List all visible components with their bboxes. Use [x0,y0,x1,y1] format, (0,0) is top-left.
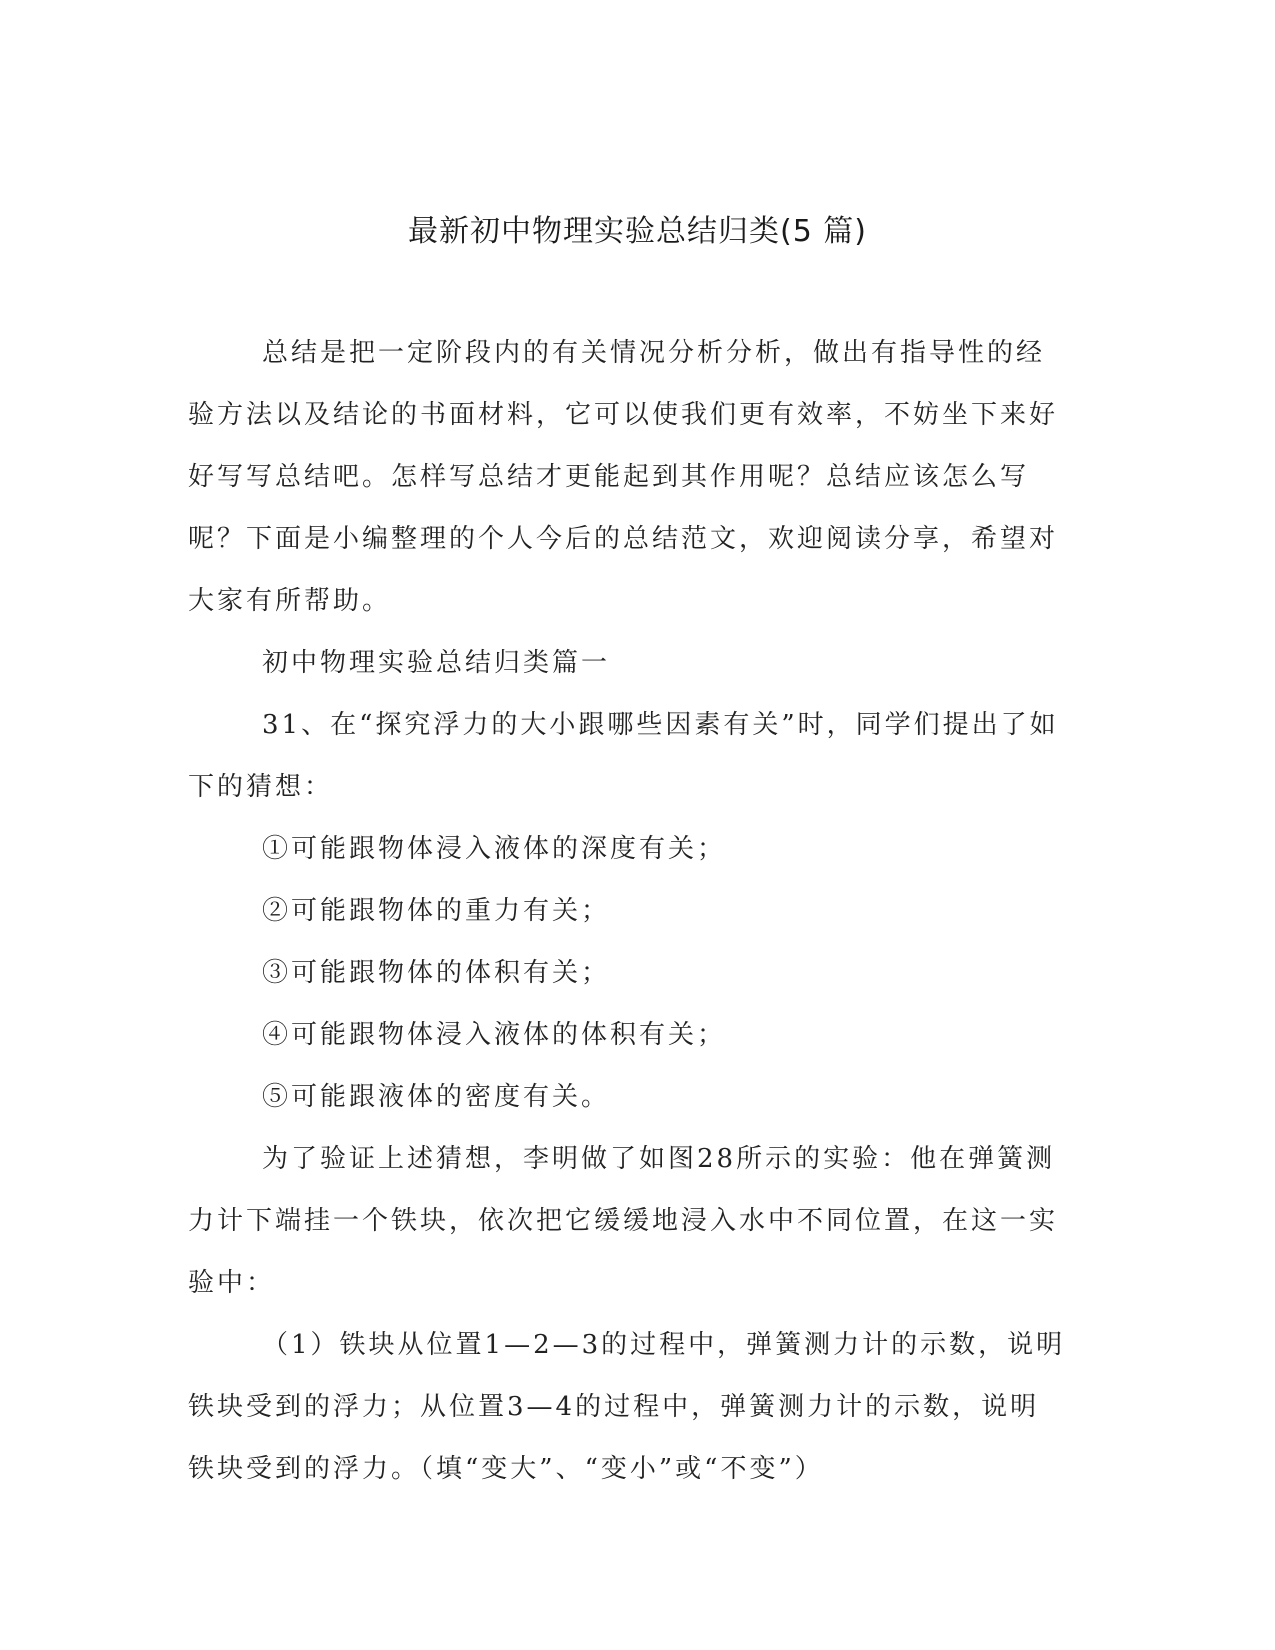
document-title: 最新初中物理实验总结归类(5 篇) [407,214,868,249]
hypothesis-item: ④可能跟物体浸入液体的体积有关； [262,1020,727,1050]
document-body [188,322,1068,1500]
hypothesis-item: ①可能跟物体浸入液体的深度有关； [262,834,727,864]
intro-paragraph: 总结是把一定阶段内的有关情况分析分析，做出有指导性的经验方法以及结论的书面材料，它可以使我们更有效率，不妨坐下来好好写写总结吧。怎样写总结才更能起到其作用呢？总结应该怎么写呢？下面是小编整理的个人今后的总结范文，欢迎阅读分享，希望对大家有所帮助。 [188,338,1059,616]
question-part-1: （1）铁块从位置1—2—3的过程中，弹簧测力计的示数，说明铁块受到的浮力；从位置3—4的过程中，弹簧测力计的示数，说明铁块受到的浮力。（填“变大”、“变小”或“不变”） [188,1330,1066,1484]
section-heading: 初中物理实验总结归类篇一 [262,648,611,678]
question-paragraph: 31、在“探究浮力的大小跟哪些因素有关”时，同学们提出了如下的猜想： [188,710,1059,802]
hypothesis-item: ③可能跟物体的体积有关； [262,958,611,988]
hypothesis-item: ⑤可能跟液体的密度有关。 [262,1082,611,1112]
experiment-paragraph: 为了验证上述猜想，李明做了如图28所示的实验：他在弹簧测力计下端挂一个铁块，依次把它缓缓地浸入水中不同位置，在这一实验中： [188,1144,1059,1298]
hypothesis-item: ②可能跟物体的重力有关； [262,896,611,926]
